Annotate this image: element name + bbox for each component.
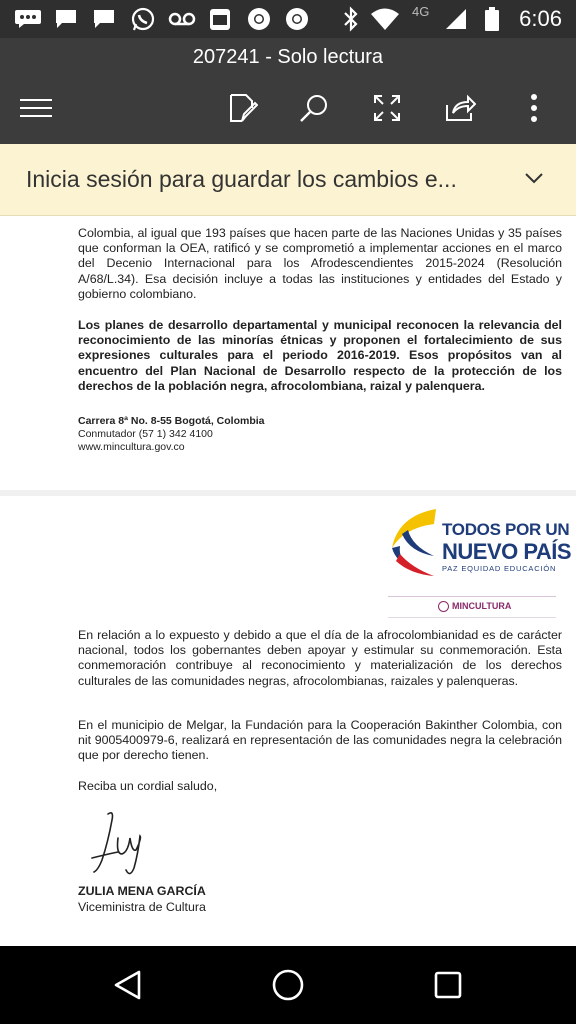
ministry-name: MINCULTURA	[452, 601, 512, 611]
logo-tagline: PAZ EQUIDAD EDUCACIÓN	[442, 564, 557, 573]
clock: 6:06	[519, 6, 562, 31]
menu-button[interactable]	[16, 88, 56, 128]
colombia-flag-swoosh-icon	[386, 506, 442, 586]
fullscreen-button[interactable]	[367, 88, 407, 128]
edit-icon	[226, 92, 258, 124]
signature-image	[88, 808, 158, 880]
ministry-label	[388, 596, 556, 618]
search-icon	[298, 92, 330, 124]
search-button[interactable]	[294, 88, 334, 128]
whatsapp-icon	[130, 6, 156, 32]
paragraph: En relación a lo expuesto y debido a que el día de la afrocolombianidad es de carácter nacional, todos los gobernantes deben apoyar y estimular su conmemoración. Esta conmemoración contribuye al reconocimiento y materialización de los derechos culturales de las comunidades negras, afrocolombianas, raizales y palenqueras.	[78, 628, 562, 688]
app-toolbar	[0, 38, 576, 144]
expand-icon	[372, 93, 402, 123]
navigation-bar	[0, 946, 576, 1024]
address-phone: Conmutador (57 1) 342 4100	[78, 428, 213, 440]
chrome-icon	[284, 6, 310, 32]
network-type: 4G	[412, 4, 430, 19]
message-icon	[54, 6, 78, 32]
address-block	[78, 415, 265, 454]
closing-salutation: Reciba un cordial saludo,	[78, 779, 218, 793]
status-bar	[0, 0, 576, 38]
seal-icon	[438, 601, 449, 612]
more-icon	[529, 93, 539, 123]
share-icon	[444, 93, 476, 123]
share-button[interactable]	[440, 88, 480, 128]
home-button[interactable]	[263, 960, 313, 1010]
signer-name: ZULIA MENA GARCÍA	[78, 884, 206, 898]
chrome-icon	[246, 6, 272, 32]
menu-icon	[18, 96, 54, 120]
chat-icon	[14, 6, 42, 32]
bluetooth-icon	[342, 6, 360, 32]
message-icon	[92, 6, 116, 32]
document-viewer[interactable]	[0, 216, 576, 946]
address-website: www.mincultura.gov.co	[78, 441, 185, 453]
logo-slogan: TODOS POR UN	[442, 520, 570, 539]
paragraph: Los planes de desarrollo departamental y municipal reconocen la relevancia del reconocimiento de las minorías étnicas y proponen el fortalecimiento de sus expresiones culturales para el periodo 2016-2019. Esos propósitos van al encuentro del Plan Nacional de Desarrollo respecto de la protección de los derechos de la población negra, afrocolombiana, raizal y palenquera.	[78, 318, 562, 393]
sign-in-banner[interactable]	[0, 144, 576, 216]
calendar-icon	[208, 6, 232, 32]
wifi-icon	[370, 6, 400, 32]
government-logo	[386, 506, 572, 586]
signer-title: Viceministra de Cultura	[78, 900, 206, 914]
recents-button[interactable]	[423, 960, 473, 1010]
chevron-down-icon[interactable]	[522, 166, 546, 190]
paragraph: Colombia, al igual que 193 países que hacen parte de las Naciones Unidas y 35 países que conforman la OEA, ratificó y se comprometió a implementar acciones en el marco del Decenio Internacional para los Afrodescendientes 2015-2024 (Resolución A/68/L.34). Esa decisión incluye a todas las instituciones y entidades del Estado y gobierno colombiano.	[78, 226, 562, 301]
sign-in-message: Inicia sesión para guardar los cambios e...	[26, 166, 457, 192]
recents-icon	[433, 970, 463, 1000]
paragraph: En el municipio de Melgar, la Fundación para la Cooperación Bakinther Colombia, con nit 9005400979-6, realizará en representación de las comunidades negra la celebración que por derecho tienen.	[78, 718, 562, 763]
back-icon	[113, 969, 143, 1001]
document-title: 207241 - Solo lectura	[192, 46, 384, 68]
document-page	[0, 496, 576, 946]
logo-slogan-main: NUEVO PAÍS	[442, 539, 572, 564]
home-icon	[271, 968, 305, 1002]
back-button[interactable]	[103, 960, 153, 1010]
edit-button[interactable]	[222, 88, 262, 128]
signal-icon	[444, 6, 468, 32]
address-street: Carrera 8ª No. 8-55 Bogotá, Colombia	[78, 415, 265, 427]
document-page	[0, 216, 576, 490]
voicemail-icon	[168, 6, 196, 32]
more-options-button[interactable]	[514, 88, 554, 128]
battery-icon	[484, 6, 500, 32]
